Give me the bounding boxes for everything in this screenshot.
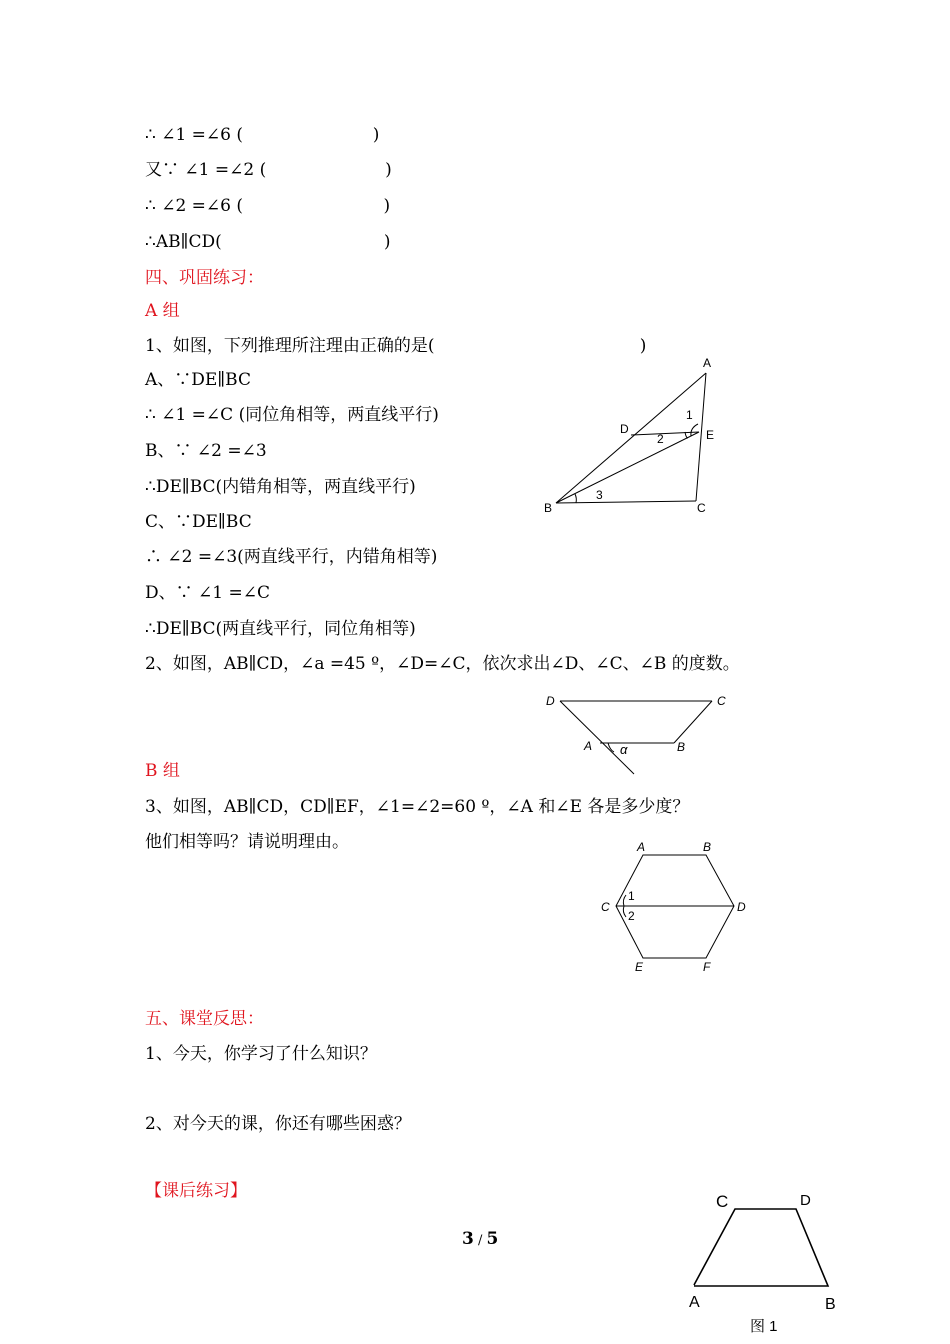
page-current: 3 (462, 1229, 474, 1249)
angle-3-arc (575, 494, 576, 503)
q2-label-alpha: α (620, 742, 628, 757)
transversal-line (560, 701, 634, 774)
fig1-label-b: B (825, 1296, 836, 1313)
group-b-heading: B 组 (145, 761, 180, 781)
reflection-q1: 1、今天，你学习了什么知识？ (145, 1044, 377, 1064)
q1-option-c-reason: ∴ ∠2 =∠3(两直线平行，内错角相等) (145, 547, 438, 567)
page-number (462, 1229, 498, 1249)
q2-label-c: C (717, 694, 726, 708)
q1-option-b: B、∵ ∠2 =∠3 (145, 441, 267, 461)
q3-label-f: F (703, 960, 711, 974)
q2-stem: 2、如图，AB∥CD，∠a =45 º，∠D=∠C，依次求出∠D、∠C、∠B 的度数。 (145, 654, 740, 674)
segment-be (556, 432, 699, 503)
section5-heading: 五、课堂反思： (145, 1009, 264, 1029)
fig1-label-d: D (800, 1192, 811, 1209)
segment-ab (556, 373, 706, 503)
fig1-caption: 图 1 (750, 1318, 778, 1335)
section4-heading: 四、巩固练习： (145, 268, 264, 288)
proof-line-2: 又∵ ∠1 =∠2 ( ) (145, 160, 392, 180)
q1-triangle-figure (540, 350, 730, 520)
q2-label-a: A (584, 739, 593, 753)
q2-label-d: D (546, 694, 555, 708)
q3-stem: 3、如图，AB∥CD，CD∥EF，∠1=∠2=60 º，∠A 和∠E 各是多少度？ (145, 797, 690, 817)
q1-label-b: B (544, 501, 553, 515)
q3-label-c: C (601, 900, 610, 914)
q1-label-2: 2 (657, 432, 664, 446)
fig1-outline (694, 1209, 828, 1286)
q1-label-1: 1 (686, 408, 693, 422)
q3-label-1: 1 (628, 889, 635, 903)
reflection-q2: 2、对今天的课，你还有哪些困惑？ (145, 1114, 411, 1134)
q3-label-a: A (637, 840, 646, 854)
page-total: 5 (486, 1229, 499, 1249)
q1-option-a-reason: ∴ ∠1 =∠C (同位角相等，两直线平行) (145, 405, 439, 425)
q1-option-b-reason: ∴DE∥BC(内错角相等，两直线平行) (145, 477, 416, 497)
q3-label-e: E (635, 960, 644, 974)
page-slash: / (477, 1233, 483, 1248)
proof-line-4: ∴AB∥CD( ) (145, 232, 391, 252)
q1-stem: 1、如图，下列推理所注理由正确的是( ) (145, 336, 647, 356)
group-a-heading: A 组 (145, 301, 180, 321)
q1-option-d-reason: ∴DE∥BC(两直线平行，同位角相等) (145, 619, 416, 639)
segment-de (631, 432, 699, 435)
segment-cb (674, 701, 712, 743)
fig1-label-c: C (716, 1192, 729, 1211)
segment-bc (556, 501, 696, 503)
q1-label-a: A (703, 356, 712, 370)
fig1-trapezoid (680, 1185, 860, 1344)
proof-line-1: ∴ ∠1 =∠6 ( ) (145, 125, 380, 145)
q1-label-c: C (697, 501, 706, 515)
q3-stem-2: 他们相等吗？请说明理由。 (145, 832, 349, 852)
q2-trapezoid-figure (540, 688, 740, 780)
q3-label-d: D (737, 900, 746, 914)
q3-label-b: B (703, 840, 712, 854)
segment-ac (696, 373, 706, 501)
q1-label-e: E (706, 428, 715, 442)
angle-1-arc (623, 895, 626, 906)
q1-option-c: C、∵DE∥BC (145, 512, 252, 532)
q1-option-a: A、∵DE∥BC (145, 370, 251, 390)
q2-label-b: B (677, 740, 686, 754)
q1-option-d: D、∵ ∠1 =∠C (145, 583, 270, 603)
q1-label-d: D (620, 422, 629, 436)
homework-heading: 【课后练习】 (145, 1181, 247, 1201)
q1-label-3: 3 (596, 488, 603, 502)
q3-label-2: 2 (628, 909, 635, 923)
angle-2-arc (623, 906, 626, 917)
q3-hexagon-figure (595, 838, 755, 978)
fig1-label-a: A (689, 1294, 700, 1311)
proof-line-3: ∴ ∠2 =∠6 ( ) (145, 196, 391, 216)
